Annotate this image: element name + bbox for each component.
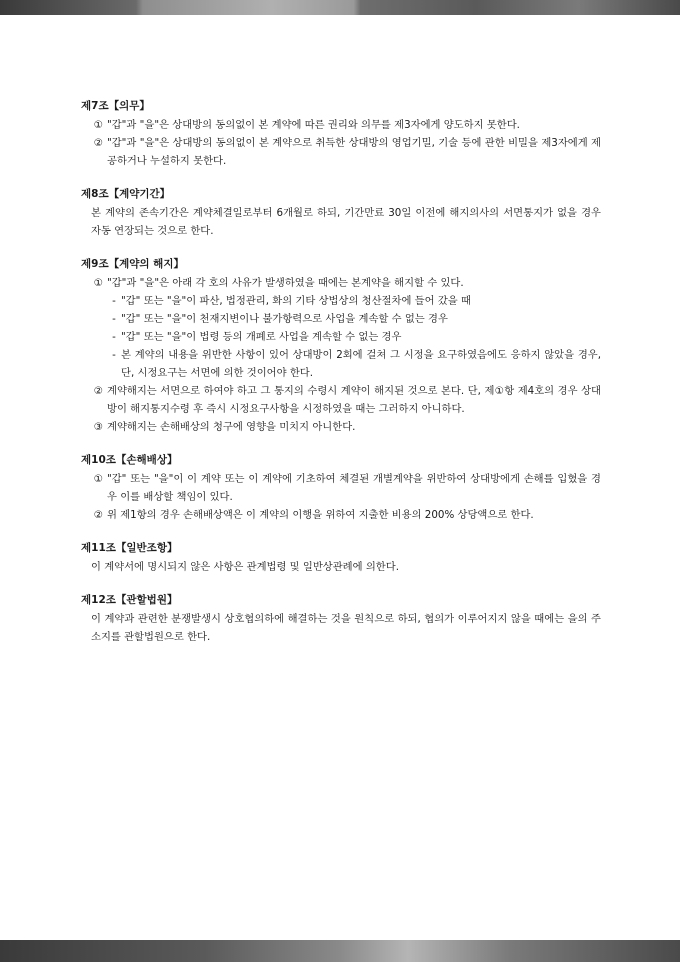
bottom-decorative-bar [0,940,680,962]
dash-marker: - [112,313,116,325]
clause [81,134,601,170]
clause-number: ① [93,473,103,485]
article-title: 제8조【계약기간】 [81,188,171,200]
clause [81,506,601,524]
document-body [81,97,601,661]
clause [81,382,601,418]
clause-number: ② [93,137,103,149]
sub-item [81,292,601,310]
article-title: 제7조【의무】 [81,100,150,112]
clause-text: "갑"과 "을"은 상대방의 동의없이 본 계약으로 취득한 상대방의 영업기밀, 기술 등에 관한 비밀을 제3자에게 제공하거나 누설하지 못한다. [107,137,601,167]
article-title: 제9조【계약의 해지】 [81,258,184,270]
dash-marker: - [112,331,116,343]
dash-marker: - [112,349,116,361]
article-12 [81,591,601,646]
article-11 [81,539,601,576]
sub-item [81,328,601,346]
clause [81,274,601,292]
clause-number: ② [93,385,103,397]
clause-number: ③ [93,421,103,433]
clause-text: 계약해지는 서면으로 하여야 하고 그 통지의 수령시 계약이 해지된 것으로 본다. 단, 제①항 제4호의 경우 상대방이 해지통지수령 후 즉시 시정요구사항을 시정하였을 때는 그러하지 아니하다. [107,385,601,415]
clause-text: 위 제1항의 경우 손해배상액은 이 계약의 이행을 위하여 지출한 비용의 200% 상당액으로 한다. [107,509,534,521]
clause [81,116,601,134]
clause-text: "갑"과 "을"은 아래 각 호의 사유가 발생하였을 때에는 본계약을 해지할 수 있다. [107,277,464,289]
article-title: 제12조【관할법원】 [81,594,178,606]
clause [81,470,601,506]
article-title: 제11조【일반조항】 [81,542,178,554]
article-10 [81,451,601,524]
article-paragraph: 이 계약서에 명시되지 않은 사항은 관계법령 및 일반상관례에 의한다. [91,561,399,573]
sub-item [81,310,601,328]
article-paragraph: 본 계약의 존속기간은 계약체결일로부터 6개월로 하되, 기간만료 30일 이전에 해지의사의 서면통지가 없을 경우 자동 연장되는 것으로 한다. [91,207,601,237]
clause [81,418,601,436]
article-7 [81,97,601,170]
sub-item-text: 본 계약의 내용을 위반한 사항이 있어 상대방이 2회에 걸쳐 그 시정을 요구하였음에도 응하지 않았을 경우, 단, 시정요구는 서면에 의한 것이어야 한다. [121,349,601,379]
sub-item-text: "갑" 또는 "을"이 천재지변이나 불가항력으로 사업을 계속할 수 없는 경우 [121,313,448,325]
article-9 [81,255,601,436]
sub-item [81,346,601,382]
clause-number: ① [93,277,103,289]
dash-marker: - [112,295,116,307]
top-decorative-bar [0,0,680,15]
sub-item-text: "갑" 또는 "을"이 법령 등의 개폐로 사업을 계속할 수 없는 경우 [121,331,402,343]
clause-number: ① [93,119,103,131]
clause-number: ② [93,509,103,521]
sub-item-text: "갑" 또는 "을"이 파산, 법정관리, 화의 기타 상법상의 청산절차에 들어 갔을 때 [121,295,471,307]
clause-text: "갑" 또는 "을"이 이 계약 또는 이 계약에 기초하여 체결된 개별계약을 위반하여 상대방에게 손해를 입혔을 경우 이를 배상할 책임이 있다. [107,473,601,503]
clause-text: "갑"과 "을"은 상대방의 동의없이 본 계약에 따른 권리와 의무를 제3자에게 양도하지 못한다. [107,119,520,131]
article-8 [81,185,601,240]
article-paragraph: 이 계약과 관련한 분쟁발생시 상호협의하에 해결하는 것을 원칙으로 하되, 협의가 이루어지지 않을 때에는 을의 주소지를 관할법원으로 한다. [91,613,601,643]
article-title: 제10조【손해배상】 [81,454,178,466]
clause-text: 계약해지는 손해배상의 청구에 영향을 미치지 아니한다. [107,421,356,433]
